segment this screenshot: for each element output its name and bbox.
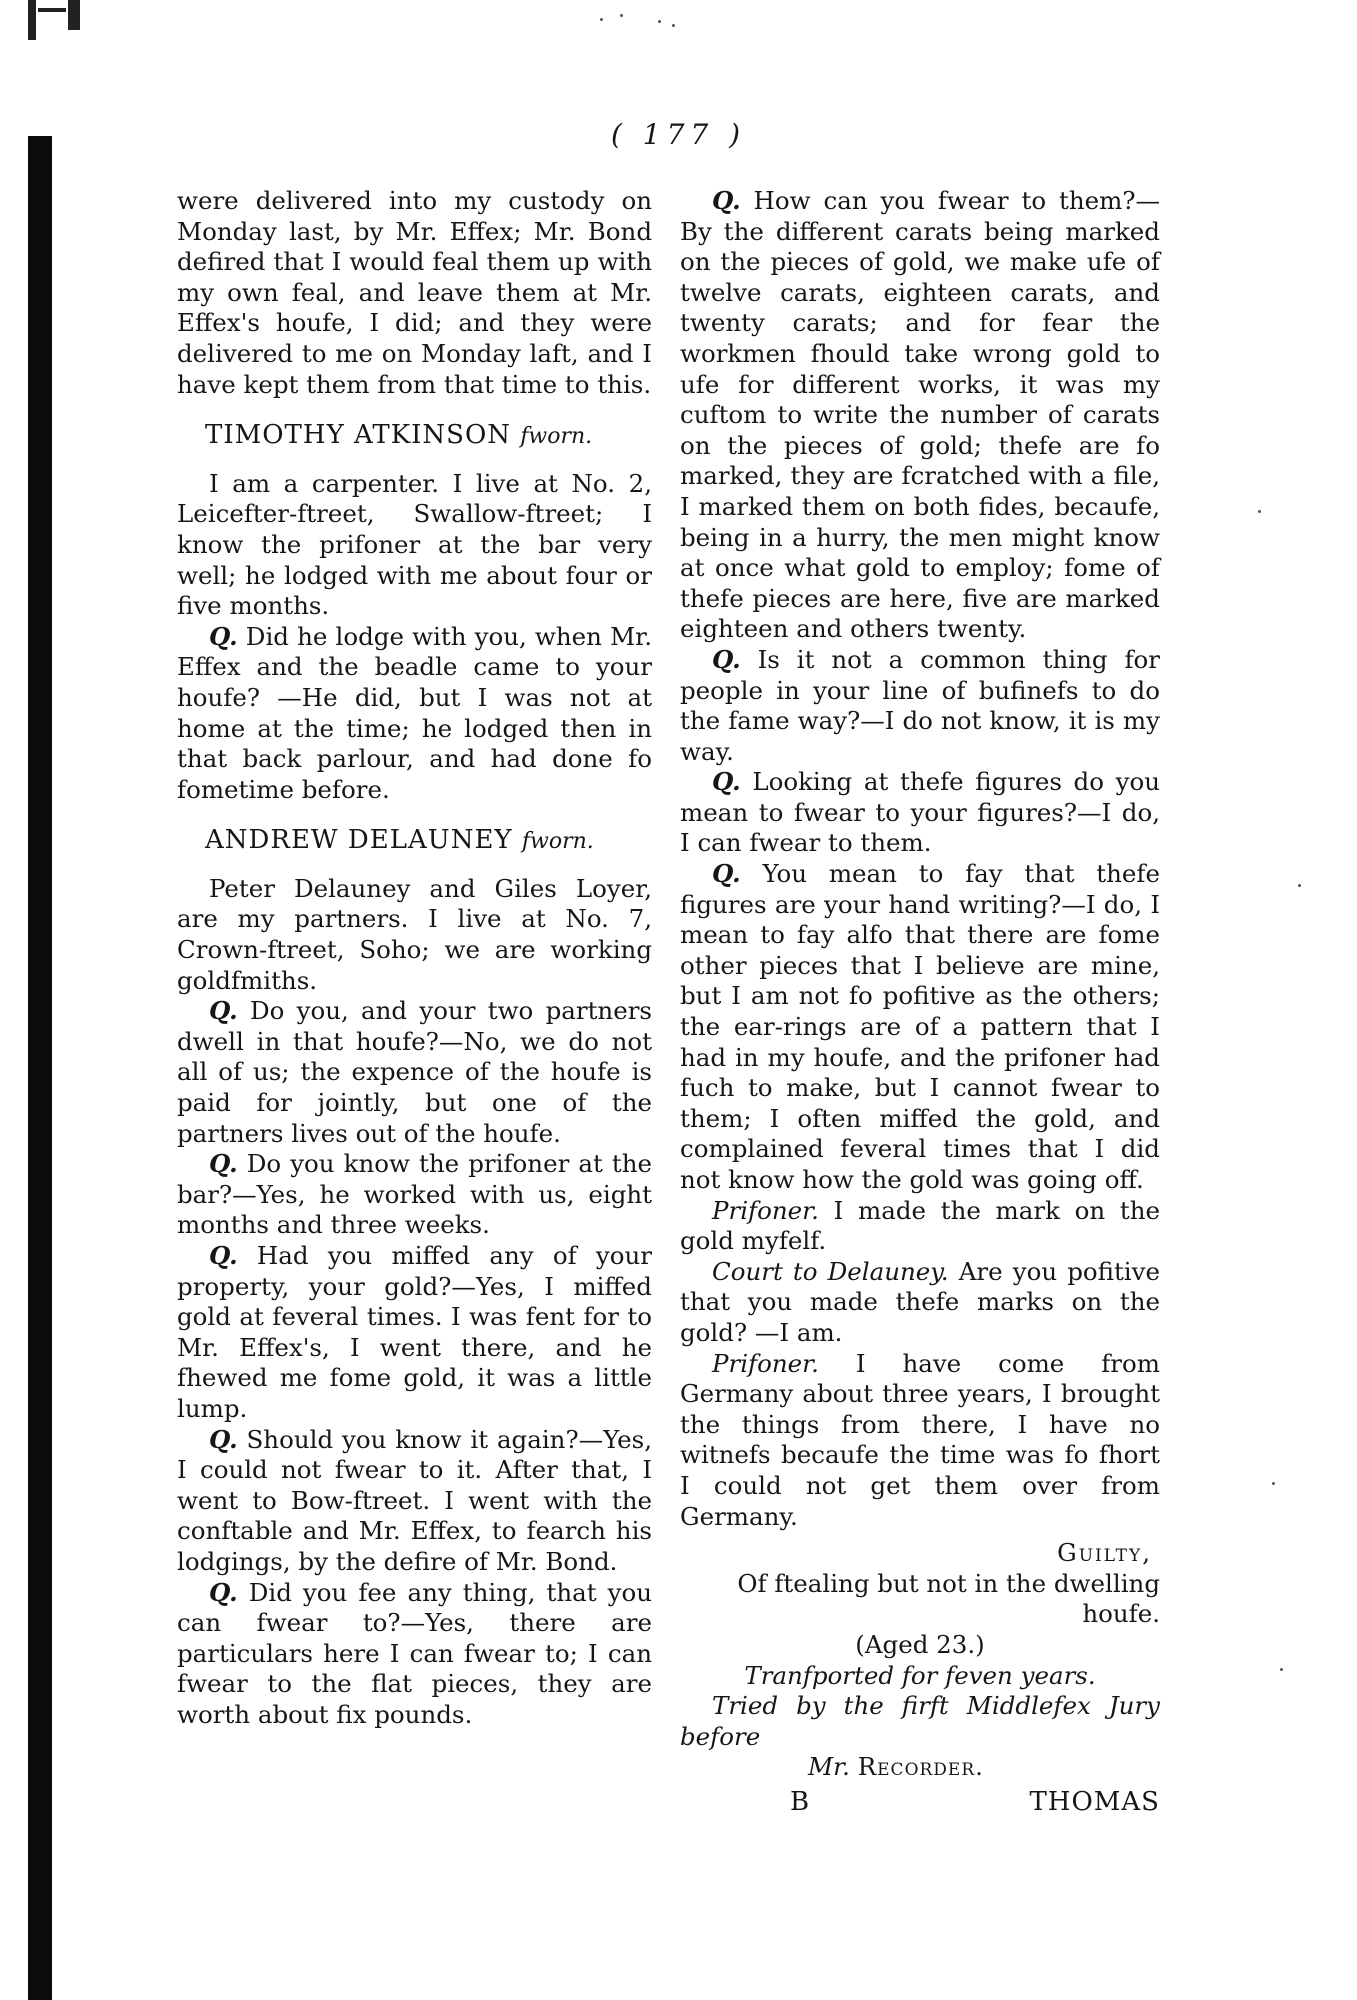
age-line: (Aged 23.) xyxy=(855,1629,985,1659)
speaker-label: Prifoner. xyxy=(712,1348,819,1378)
left-column xyxy=(177,186,652,1731)
speaker-label: Prifoner. xyxy=(712,1195,819,1225)
question-text: Is it not a common thing for people in your line of bufinefs to do the fame way?—I do not know, it is my way. xyxy=(680,644,1160,766)
question-paragraph xyxy=(177,1241,652,1425)
witness-name: ANDREW DELAUNEY xyxy=(205,825,513,856)
question-paragraph xyxy=(177,996,652,1149)
testimony-paragraph: Peter Delauney and Giles Loyer, are my partners. I live at No. 7, Crown-ftreet, Soho; we are working goldfmiths. xyxy=(177,873,652,995)
question-text: Should you know it again?—Yes, I could not fwear to it. After that, I went to Bow-ftreet. I went with the conftable and Mr. Effex, to fearch his lodgings, by the defire of Mr. Bond. xyxy=(177,1424,652,1576)
scan-speck xyxy=(1258,510,1261,513)
question-text: You mean to fay that thefe figures are your hand writing?—I do, I mean to fay alfo that there are fome other pieces that I believe are mine, but I am not fo pofitive as the others; the ear-rings are of a pattern that I had in my houfe, and the prifoner had fuch to make, but I cannot fwear to them; I often miffed the gold, and complained feveral times that I did not know how the gold was going off. xyxy=(680,859,1160,1194)
question-paragraph xyxy=(177,1149,652,1241)
witness-heading xyxy=(177,420,652,453)
sentence-line: Tranfported for feven years. xyxy=(744,1660,1096,1690)
witness-name: TIMOTHY ATKINSON xyxy=(205,420,512,451)
scan-speck xyxy=(1298,884,1301,887)
question-paragraph xyxy=(680,186,1160,645)
prisoner-statement xyxy=(680,1196,1160,1257)
question-mark: Q. xyxy=(209,1577,238,1607)
prisoner-statement xyxy=(680,1349,1160,1533)
right-column xyxy=(680,186,1160,1817)
sworn-label: fworn. xyxy=(520,424,593,450)
question-text: Looking at thefe figures do you mean to fwear to your figures?—I do, I can fwear to them. xyxy=(680,767,1160,858)
verdict: Guilty, xyxy=(1057,1538,1152,1568)
scan-speck xyxy=(1280,1668,1283,1671)
question-paragraph xyxy=(177,1425,652,1578)
question-text: Did you fee any thing, that you can fwear to?—Yes, there are particulars here I can fwear to; I can fwear to the flat pieces, they are worth about fix pounds. xyxy=(177,1577,652,1729)
question-text: How can you fwear to them?—By the different carats being marked on the pieces of gold, we make ufe of twelve carats, eighteen carats, and twenty carats; and for fear the workmen fhould take wrong gold to ufe for different works, it was my cuftom to write the number of carats on the pieces of gold; thefe are fo marked, they are fcratched with a file, I marked them on both fides, becaufe, being in a hurry, the men might know at once what gold to employ; fome of thefe pieces are here, five are marked eighteen and others twenty. xyxy=(680,186,1160,644)
question-mark: Q. xyxy=(209,1424,238,1454)
witness-heading xyxy=(177,825,652,858)
question-mark: Q. xyxy=(209,621,238,651)
signature-mark: B xyxy=(790,1786,810,1817)
speaker-label: Court to Delauney. xyxy=(712,1256,949,1286)
question-paragraph xyxy=(680,767,1160,859)
question-paragraph xyxy=(177,1578,652,1731)
judge-title: Recorder. xyxy=(857,1752,984,1782)
question-text: Do you, and your two partners dwell in that houfe?—No, we do not all of us; the expence of the houfe is paid for jointly, but one of the partners lives out of the houfe. xyxy=(177,996,652,1148)
statement-text: I made the mark on the gold myfelf. xyxy=(680,1195,1160,1256)
statement-text: Are you pofitive that you made thefe marks on the gold? —I am. xyxy=(680,1256,1160,1347)
scan-speck xyxy=(1272,1482,1275,1485)
offence-line: Of ftealing but not in the dwelling houfe. xyxy=(737,1568,1160,1629)
scan-marks xyxy=(600,10,680,30)
binding-edge-top xyxy=(28,0,86,40)
tried-line xyxy=(680,1691,1160,1783)
catchword: THOMAS xyxy=(1029,1786,1160,1817)
binding-edge xyxy=(28,136,52,2000)
question-mark: Q. xyxy=(712,767,741,797)
question-mark: Q. xyxy=(712,186,741,215)
question-mark: Q. xyxy=(209,996,238,1026)
court-question xyxy=(680,1257,1160,1349)
tried-text: Tried by the firft Middlefex Jury before xyxy=(680,1691,1160,1751)
question-mark: Q. xyxy=(209,1149,238,1179)
footer-row xyxy=(680,1787,1160,1818)
question-paragraph xyxy=(680,645,1160,767)
question-text: Had you miffed any of your property, your gold?—Yes, I miffed gold at feveral times. I was fent for to Mr. Effex's, I went there, and he fhewed me fome gold, it was a little lump. xyxy=(177,1241,653,1423)
question-text: Do you know the prifoner at the bar?—Yes, he worked with us, eight months and three weeks. xyxy=(177,1149,652,1240)
page-number: ( 177 ) xyxy=(610,118,747,151)
statement-text: I have come from Germany about three years, I brought the things from there, I have no witnefs becaufe the time was fo fhort I could not get them over from Germany. xyxy=(680,1348,1160,1531)
question-paragraph xyxy=(177,622,652,806)
question-mark: Q. xyxy=(712,644,741,674)
testimony-paragraph: I am a carpenter. I live at No. 2, Leicefter-ftreet, Swallow-ftreet; I know the prifoner at the bar very well; he lodged with me about four or five months. xyxy=(177,468,652,621)
question-text: Did he lodge with you, when Mr. Effex and the beadle came to your houfe? —He did, but I was not at home at the time; he lodged then in that back parlour, and had done fo fometime before. xyxy=(177,621,652,804)
continuation-paragraph: were delivered into my custody on Monday last, by Mr. Effex; Mr. Bond defired that I would feal them up with my own feal, and leave them at Mr. Effex's houfe, I did; and they were delivered to me on Monday laft, and I have kept them from that time to this. xyxy=(177,186,652,399)
question-mark: Q. xyxy=(712,859,741,889)
sworn-label: fworn. xyxy=(521,829,594,855)
judge-prefix: Mr. xyxy=(808,1752,850,1782)
question-mark: Q. xyxy=(209,1241,238,1270)
question-paragraph xyxy=(680,859,1160,1196)
